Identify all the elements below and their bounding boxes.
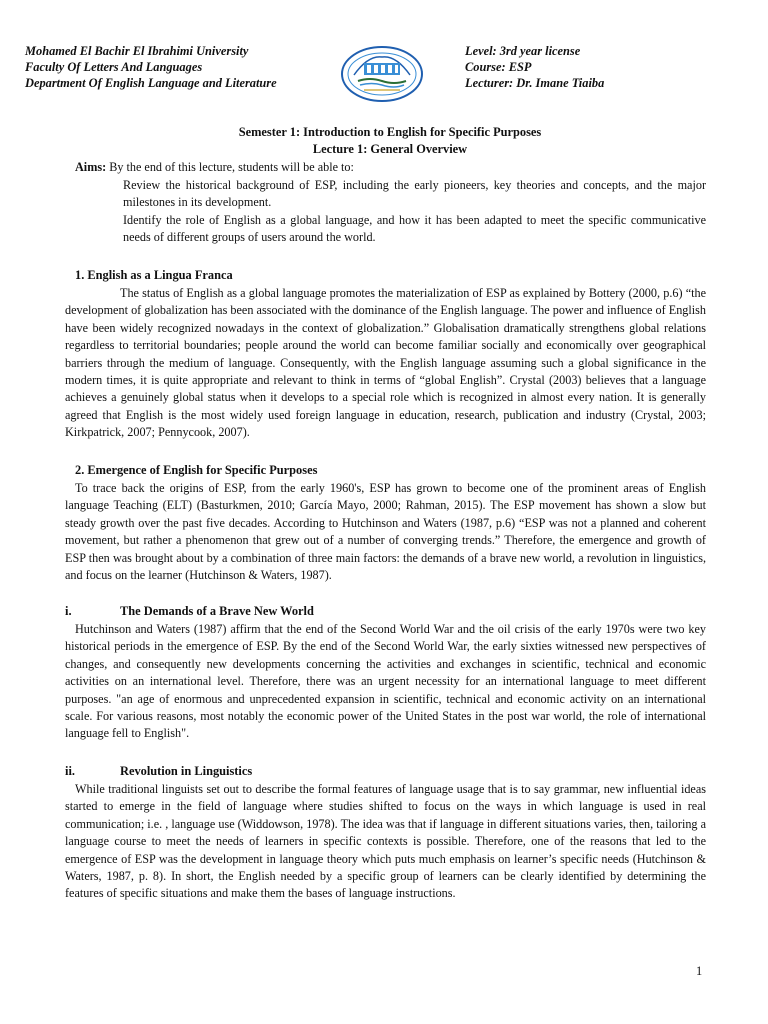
department-name: Department Of English Language and Literature [25, 76, 277, 90]
aims-label: Aims: [75, 160, 107, 174]
subsection-paragraph: Hutchinson and Waters (1987) affirm that the end of the Second World War and the oil crisis of the early 1970s were two key historical periods in the emergence of ESP. By the end of the Second World War, the early sixties witnessed new perspectives of changes, and consequently new developments concerning the activities and exchanges in scientific, technical and economic activities on an international level. Therefore, there was an urgent necessity for an international language to meet different purposes. "an age of enormous and unprecedented expansion in scientific, technical and economic activity on an international scale. For various reasons, most notably the economic power of the United States in the post war world, the role of international language fell to English". [65, 622, 706, 741]
section-paragraph: To trace back the origins of ESP, from the early 1960's, ESP has grown to become one of the prominent areas of English language Teaching (ELT) (Basturkmen, 2010; García Mayo, 2000; Rahman, 2015). The ESP movement has shown a slow but steady growth over the past five decades. According to Hutchinson and Waters (1987, p.6) “ESP was not a planned and coherent movement, but rather a phenomenon that grew out of a number of converging trends.” Therefore, the emergence and growth of ESP then was brought about by a combination of three main factors: the demands of a brave new world, a revolution in linguistics, and focus on the learner (Hutchinson & Waters, 1987). [65, 481, 706, 583]
page-number: 1 [696, 964, 703, 978]
lecturer-name: Lecturer: Dr. Imane Tiaiba [465, 76, 605, 90]
section-heading: 2. Emergence of English for Specific Purposes [75, 463, 318, 477]
header-institution [25, 43, 335, 91]
aims-intro-text: By the end of this lecture, students will be able to: [106, 160, 354, 174]
semester-title: Semester 1: Introduction to English for Specific Purposes [238, 125, 542, 139]
subsection-number: ii. [65, 764, 75, 778]
subsection-number: i. [65, 604, 72, 618]
header-course-info [465, 43, 745, 91]
university-seal-logo [340, 45, 424, 103]
course-level: Level: 3rd year license [465, 44, 581, 58]
section-heading: 1. English as a Lingua Franca [75, 268, 233, 282]
faculty-name: Faculty Of Letters And Languages [25, 60, 203, 74]
aim-item: Review the historical background of ESP, including the early pioneers, key theories and concepts, and the major milestones in its development. [123, 178, 706, 210]
university-name: Mohamed El Bachir El Ibrahimi University [25, 44, 249, 58]
subsection-title: Revolution in Linguistics [120, 764, 253, 778]
aims-intro [75, 159, 715, 176]
lecture-title: Lecture 1: General Overview [312, 142, 468, 156]
subsection-title: The Demands of a Brave New World [120, 604, 314, 618]
course-name: Course: ESP [465, 60, 532, 74]
subsection-paragraph: While traditional linguists set out to describe the formal features of language usage that is to say grammar, new influential ideas started to emerge in the field of language where studies shifted to focus on the ways in which language is used in real communication; i.e. , language use (Widdowson, 1978). The idea was that if language in different situations varies, then, tailoring a language course to meet the needs of learners in specific contexts is possible. Therefore, one of the reasons that led to the emergence of ESP was the development in language theory which puts much emphasis on learner’s specific needs (Hutchinson & Waters, 1987, p. 8). In short, the English needed by a specific group of learners can be clearly identified by determining the features of specific situations and make them the bases of language instructions. [65, 782, 706, 901]
aim-item: Identify the role of English as a global language, and how it has been adapted to meet the specific communicative needs of different groups of users around the world. [123, 213, 706, 245]
section-paragraph: The status of English as a global language promotes the materialization of ESP as explained by Bottery (2000, p.6) “the development of globalization has been associated with the dominance of the English language. The power and influence of English have been widely recognized nowadays in the context of globalization.” Globalisation dramatically strengthens global relations regardless to territorial boundaries; people around the world can become familiar socially and economically over geographical barriers through the medium of language. Consequently, with the English language assuming such a global significance in the modern times, it is quite appropriate and relevant to think in terms of “global English”. Crystal (2003) believes that a language achieves a genuinely global status when it develops to a special role which is recognized in almost every nation. It is generally agreed that English is the most widely used foreign language in education, research, publication and industry (Crystal, 2003; Kirkpatrick, 2007; Pennycook, 2007). [65, 286, 706, 440]
